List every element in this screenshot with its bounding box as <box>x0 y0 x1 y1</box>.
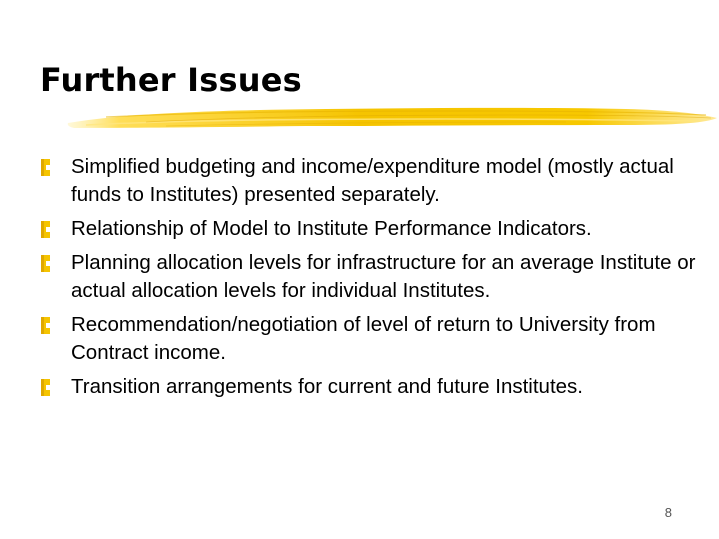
bullet-text: Planning allocation levels for infrastructure for an average Institute or actual allocation levels for individual Institutes. <box>71 251 696 302</box>
bullet-item <box>40 373 710 401</box>
bullet-list <box>40 153 710 407</box>
yellow-bracket-bullet-icon <box>40 317 51 334</box>
yellow-bracket-bullet-icon <box>40 159 51 176</box>
bullet-text: Simplified budgeting and income/expenditure model (mostly actual funds to Institutes) presented separately. <box>71 155 674 206</box>
yellow-bracket-bullet-icon <box>40 379 51 396</box>
slide-title: Further Issues <box>40 61 302 99</box>
bullet-item <box>40 153 710 209</box>
yellow-bracket-bullet-icon <box>40 221 51 238</box>
bullet-item <box>40 215 710 243</box>
page-number: 8 <box>664 505 672 520</box>
brush-stroke-decoration <box>66 101 719 133</box>
bullet-text: Relationship of Model to Institute Performance Indicators. <box>71 217 592 240</box>
yellow-bracket-bullet-icon <box>40 255 51 272</box>
bullet-item <box>40 249 710 305</box>
bullet-text: Recommendation/negotiation of level of return to University from Contract income. <box>71 313 656 364</box>
bullet-text: Transition arrangements for current and future Institutes. <box>71 375 583 398</box>
bullet-item <box>40 311 710 367</box>
